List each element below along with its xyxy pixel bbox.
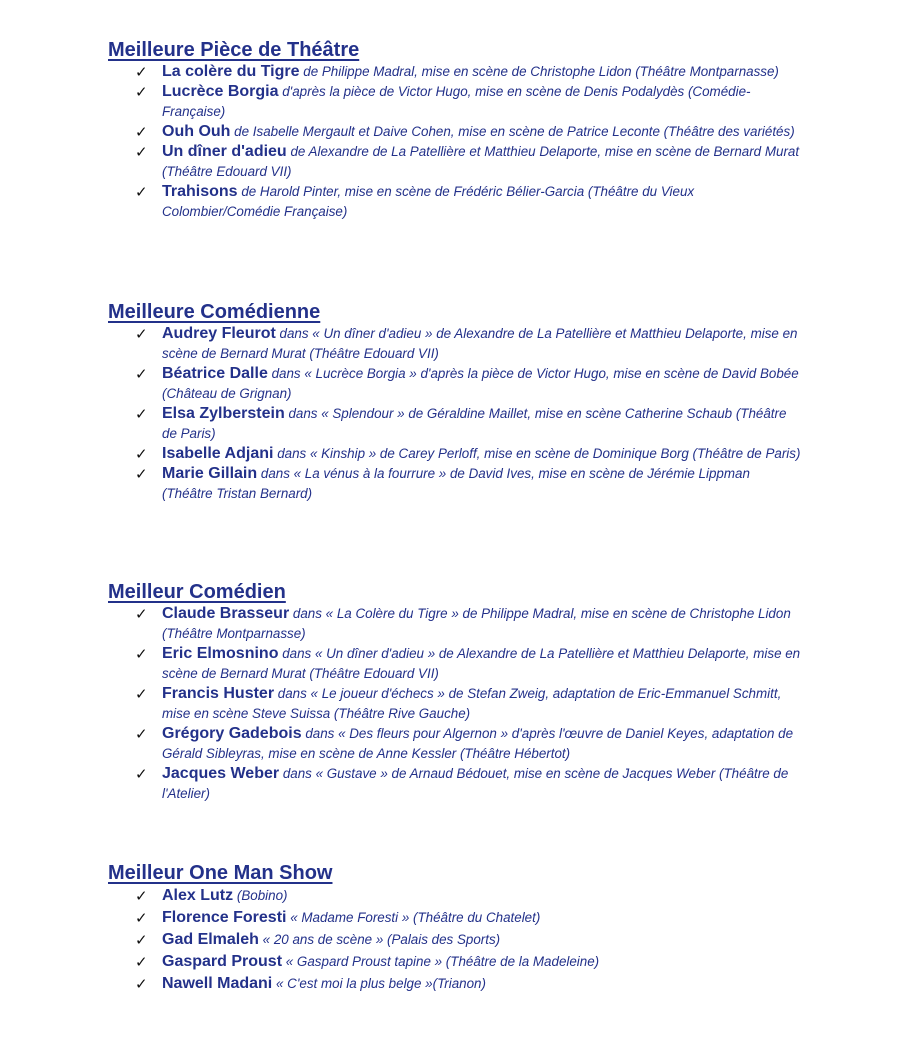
checkmark-icon: ✓ bbox=[135, 931, 148, 949]
list-item bbox=[108, 929, 802, 951]
section-heading: Meilleur One Man Show bbox=[108, 862, 333, 884]
nominee-name: Grégory Gadebois bbox=[162, 725, 302, 742]
list-item bbox=[108, 907, 802, 929]
nominee-name: Gad Elmaleh bbox=[162, 931, 259, 948]
checkmark-icon: ✓ bbox=[135, 83, 148, 101]
nominee-name: Un dîner d'adieu bbox=[162, 143, 287, 160]
nominee-details: dans « Kinship » de Carey Perloff, mise en scène de Dominique Borg (Théâtre de Paris) bbox=[277, 446, 801, 461]
list-item bbox=[108, 364, 802, 404]
list-item bbox=[108, 464, 802, 504]
nominee-details: « 20 ans de scène » (Palais des Sports) bbox=[262, 932, 501, 947]
list-item bbox=[108, 404, 802, 444]
nominee-list bbox=[108, 885, 808, 995]
list-item bbox=[108, 604, 802, 644]
nominee-details: dans « Un dîner d'adieu » de Alexandre de La Patellière et Matthieu Delaporte, mise en scène de Bernard Murat (Théâtre Edouard VII) bbox=[162, 646, 801, 681]
checkmark-icon: ✓ bbox=[135, 465, 148, 483]
nominee-details: « Madame Foresti » (Théâtre du Chatelet) bbox=[290, 910, 541, 925]
nominee-details: d'après la pièce de Victor Hugo, mise en scène de Denis Podalydès (Comédie-Française) bbox=[162, 84, 751, 119]
checkmark-icon: ✓ bbox=[135, 975, 148, 993]
list-item bbox=[108, 82, 802, 122]
list-item bbox=[108, 973, 802, 995]
nominee-details: dans « Gustave » de Arnaud Bédouet, mise en scène de Jacques Weber (Théâtre de l'Atelier) bbox=[162, 766, 789, 801]
nominee-name: La colère du Tigre bbox=[162, 63, 300, 80]
nominee-details: « C'est moi la plus belge »(Trianon) bbox=[275, 976, 486, 991]
nominee-name: Marie Gillain bbox=[162, 465, 258, 482]
list-item bbox=[108, 764, 802, 804]
list-item bbox=[108, 142, 802, 182]
nominee-name: Isabelle Adjani bbox=[162, 445, 274, 462]
nominee-name: Lucrèce Borgia bbox=[162, 83, 279, 100]
list-item bbox=[108, 182, 802, 222]
nominee-name: Nawell Madani bbox=[162, 975, 273, 992]
section-best-play bbox=[108, 38, 808, 222]
list-item bbox=[108, 324, 802, 364]
checkmark-icon: ✓ bbox=[135, 645, 148, 663]
nominee-name: Ouh Ouh bbox=[162, 123, 231, 140]
list-item bbox=[108, 951, 802, 973]
nominee-details: dans « Lucrèce Borgia » d'après la pièce de Victor Hugo, mise en scène de David Bobée (Château de Grignan) bbox=[162, 366, 799, 401]
nominee-name: Trahisons bbox=[162, 183, 238, 200]
nominee-details: dans « Un dîner d'adieu » de Alexandre de La Patellière et Matthieu Delaporte, mise en scène de Bernard Murat (Théâtre Edouard VII) bbox=[162, 326, 798, 361]
nominee-details: « Gaspard Proust tapine » (Théâtre de la Madeleine) bbox=[285, 954, 600, 969]
nominee-list bbox=[108, 62, 808, 222]
section-heading: Meilleur Comédien bbox=[108, 581, 286, 603]
nominee-details: de Harold Pinter, mise en scène de Frédéric Bélier-Garcia (Théâtre du Vieux Colombier/Comédie Française) bbox=[162, 184, 695, 219]
checkmark-icon: ✓ bbox=[135, 123, 148, 141]
nominee-name: Béatrice Dalle bbox=[162, 365, 268, 382]
nominee-name: Elsa Zylberstein bbox=[162, 405, 285, 422]
nominee-details: dans « La vénus à la fourrure » de David Ives, mise en scène de Jérémie Lippman (Théâtre Tristan Bernard) bbox=[162, 466, 750, 501]
checkmark-icon: ✓ bbox=[135, 685, 148, 703]
nominee-name: Jacques Weber bbox=[162, 765, 280, 782]
nominee-details: dans « Des fleurs pour Algernon » d'après l'œuvre de Daniel Keyes, adaptation de Gérald Sibleyras, mise en scène de Anne Kessler (Théâtre Hébertot) bbox=[162, 726, 794, 761]
checkmark-icon: ✓ bbox=[135, 909, 148, 927]
section-heading: Meilleure Pièce de Théâtre bbox=[108, 39, 360, 61]
nominee-list bbox=[108, 324, 808, 504]
checkmark-icon: ✓ bbox=[135, 63, 148, 81]
section-best-one-man-show bbox=[108, 861, 808, 995]
nominee-details: dans « Le joueur d'échecs » de Stefan Zweig, adaptation de Eric-Emmanuel Schmitt, mise en scène Steve Suissa (Théâtre Rive Gauche) bbox=[162, 686, 782, 721]
section-best-actress bbox=[108, 300, 808, 504]
nominee-name: Francis Huster bbox=[162, 685, 275, 702]
nominee-name: Florence Foresti bbox=[162, 909, 287, 926]
list-item bbox=[108, 684, 802, 724]
nominee-name: Claude Brasseur bbox=[162, 605, 290, 622]
nominee-details: (Bobino) bbox=[236, 888, 288, 903]
nominee-details: de Isabelle Mergault et Daive Cohen, mise en scène de Patrice Leconte (Théâtre des variétés) bbox=[234, 124, 795, 139]
checkmark-icon: ✓ bbox=[135, 405, 148, 423]
checkmark-icon: ✓ bbox=[135, 365, 148, 383]
section-best-actor bbox=[108, 580, 808, 804]
checkmark-icon: ✓ bbox=[135, 765, 148, 783]
list-item bbox=[108, 885, 802, 907]
checkmark-icon: ✓ bbox=[135, 887, 148, 905]
list-item bbox=[108, 62, 802, 82]
nominee-list bbox=[108, 604, 808, 804]
nominee-details: dans « La Colère du Tigre » de Philippe Madral, mise en scène de Christophe Lidon (Théâtre Montparnasse) bbox=[162, 606, 791, 641]
checkmark-icon: ✓ bbox=[135, 953, 148, 971]
checkmark-icon: ✓ bbox=[135, 183, 148, 201]
checkmark-icon: ✓ bbox=[135, 325, 148, 343]
section-heading: Meilleure Comédienne bbox=[108, 301, 321, 323]
checkmark-icon: ✓ bbox=[135, 445, 148, 463]
nominee-name: Alex Lutz bbox=[162, 887, 234, 904]
nominee-name: Gaspard Proust bbox=[162, 953, 283, 970]
nominee-details: de Philippe Madral, mise en scène de Christophe Lidon (Théâtre Montparnasse) bbox=[303, 64, 779, 79]
checkmark-icon: ✓ bbox=[135, 725, 148, 743]
nominee-details: dans « Splendour » de Géraldine Maillet, mise en scène Catherine Schaub (Théâtre de Paris) bbox=[162, 406, 787, 441]
checkmark-icon: ✓ bbox=[135, 143, 148, 161]
list-item bbox=[108, 724, 802, 764]
nominee-name: Eric Elmosnino bbox=[162, 645, 279, 662]
list-item bbox=[108, 444, 802, 464]
list-item bbox=[108, 644, 802, 684]
nominee-name: Audrey Fleurot bbox=[162, 325, 276, 342]
list-item bbox=[108, 122, 802, 142]
nominee-details: de Alexandre de La Patellière et Matthieu Delaporte, mise en scène de Bernard Murat (Théâtre Edouard VII) bbox=[162, 144, 800, 179]
checkmark-icon: ✓ bbox=[135, 605, 148, 623]
